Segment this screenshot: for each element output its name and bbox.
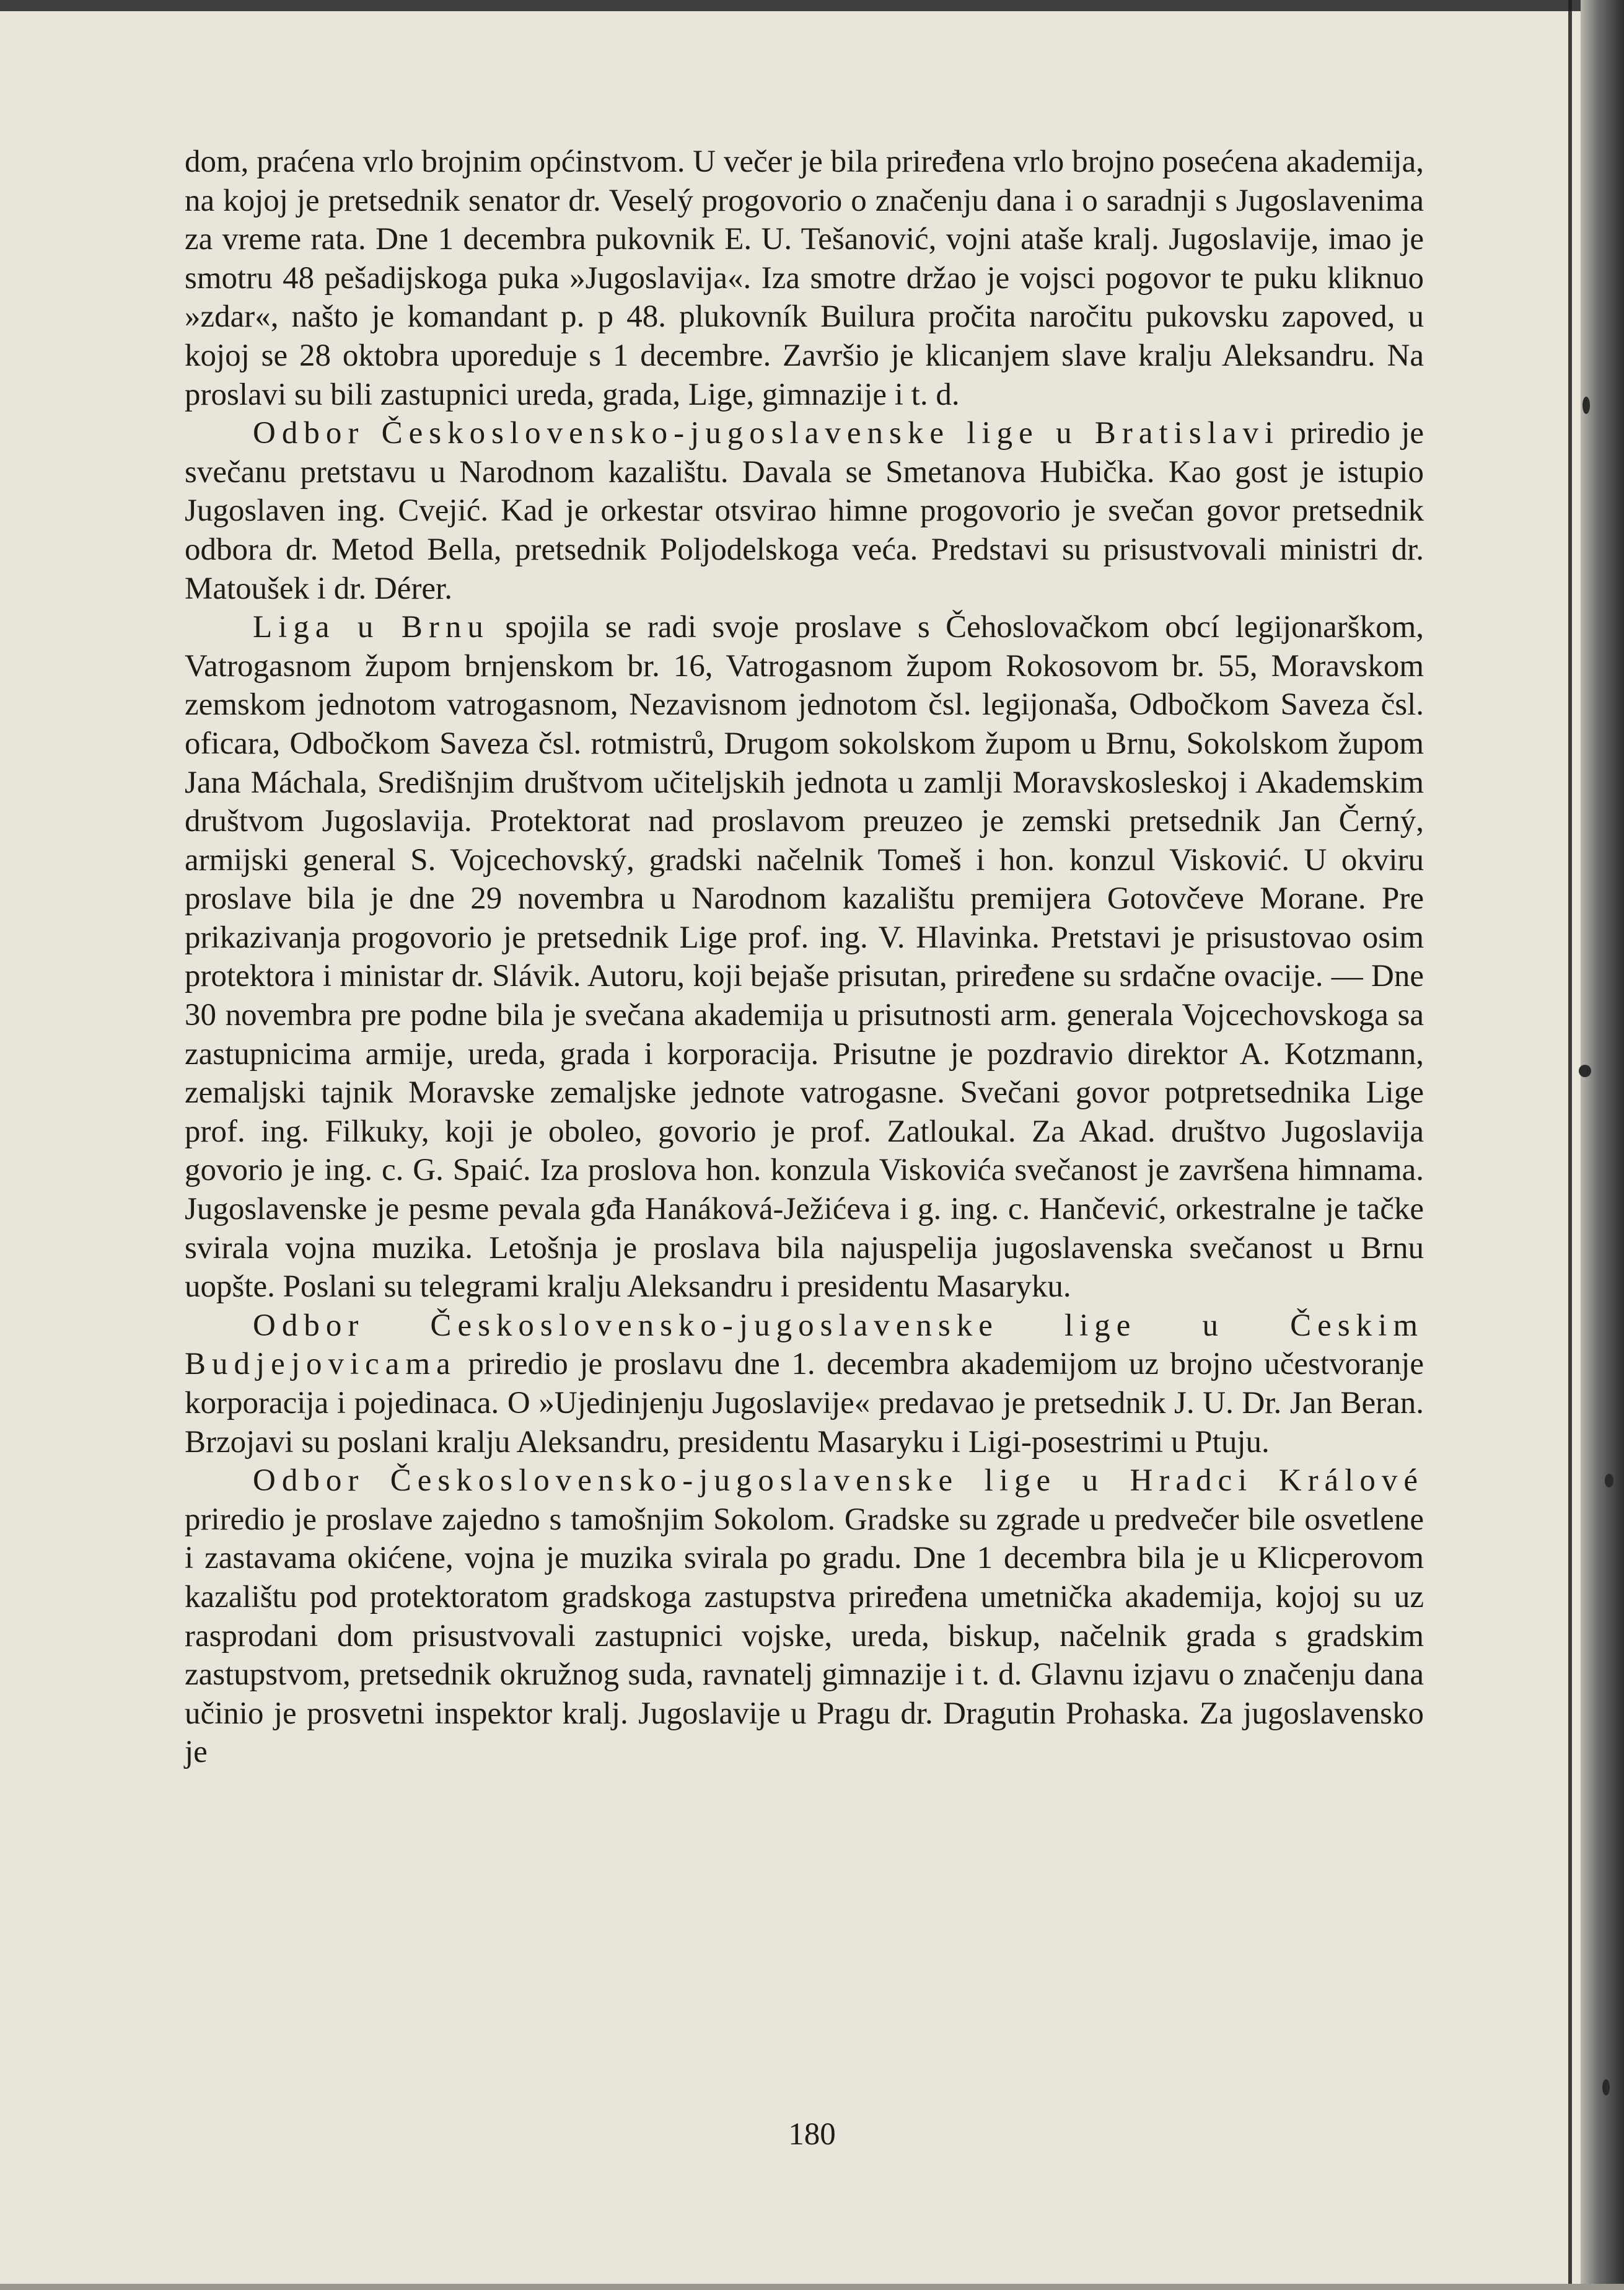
scan-top-border — [0, 0, 1624, 11]
scan-mark — [1582, 397, 1590, 414]
paragraph — [185, 143, 1424, 414]
paragraph-lead: Odbor Československo-jugoslavenske lige u Českim Budjejovicama — [185, 1308, 1424, 1382]
scan-bottom-border — [0, 2284, 1624, 2290]
scan-mark — [1605, 1474, 1613, 1487]
scan-right-border — [1581, 0, 1624, 2290]
paragraph — [185, 414, 1424, 608]
paragraph-lead: Odbor Československo-jugoslavenske lige u Hradci Králové — [253, 1463, 1424, 1499]
body-text — [185, 143, 1424, 1772]
paragraph-text: spojila se radi svoje proslave s Čehoslovačkom obcí legijonarškom, Vatrogasnom župom brnjenskom br. 16, Vatrogasnom župom Rokosovom br. 55, Moravskom zemskom jednotom vatrogasnom, Nezavisnom jednotom čsl. legijonaša, Odbočkom Saveza čsl. oficara, Odbočkom Saveza čsl. rotmistrů, Drugom sokolskom župom u Brnu, Sokolskom župom Jana Máchala, Središnjim društvom učiteljskih jednota u zamlji Moravskosleskoj i Akademskim društvom Jugoslavija. Protektorat nad proslavom preuzeo je zemski pretsednik Jan Černý, armijski general S. Vojcechovský, gradski načelnik Tomeš i hon. konzul Visković. U okviru proslave bila je dne 29 novembra u Narodnom kazalištu premijera Gotovčeve Morane. Pre prikazivanja progovorio je pretsednik Lige prof. ing. V. Hlavinka. Pretstavi je prisustovao osim protektora i ministar dr. Slávik. Autoru, koji bejaše prisutan, priređene su srdačne ovacije. — Dne 30 novembra pre podne bila je svečana akademija u prisutnosti arm. generala Vojcechovskoga sa zastupnicima armije, ureda, grada i korporacija. Prisutne je pozdravio direktor A. Kotzmann, zemaljski tajnik Moravske zemaljske jednote vatrogasne. Svečani govor potpretsednika Lige prof. ing. Filkuky, koji je oboleo, govorio je prof. Zatloukal. Za Akad. društvo Jugoslavija govorio je ing. c. G. Spaić. Iza proslova hon. konzula Viskovića svečanost je završena himnama. Jugoslavenske je pesme pevala gđa Hanáková-Ježićeva i g. ing. c. Hančević, orkestralne je tačke svirala vojna muzika. Letošnja je proslava bila najuspelija jugoslavenska svečanost u Brnu uopšte. Poslani su telegrami kralju Aleksandru i presidentu Masaryku. — [185, 610, 1424, 1305]
paragraph — [185, 1461, 1424, 1772]
paragraph-text: priredio je proslave zajedno s tamošnjim Sokolom. Gradske su zgrade u predvečer bile osvetlene i zastavama okićene, vojna je muzika svirala po gradu. Dne 1 decembra bila je u Klicperovom kazalištu pod protektoratom gradskoga zastupstva priređena umetnička akademija, kojoj su uz rasprodani dom prisustvovali zastupnici vojske, ureda, biskup, načelnik grada s gradskim zastupstvom, pretsednik okružnog suda, ravnatelj gimnazije i t. d. Glavnu izjavu o značenju dana učinio je prosvetni inspektor kralj. Jugoslavije u Pragu dr. Dragutin Prohaska. Za jugoslavensko je — [185, 1502, 1424, 1770]
paragraph — [185, 1306, 1424, 1461]
paragraph — [185, 608, 1424, 1306]
scan-mark — [1602, 2079, 1610, 2095]
scan-mark — [1579, 1065, 1591, 1077]
page-edge-line — [1568, 0, 1572, 2290]
paragraph-text: priredio je svečanu pretstavu u Narodnom kazalištu. Davala se Smetanova Hubička. Kao gost je istupio Jugoslaven ing. Cvejić. Kad je orkestar otsvirao himne progovorio je svečan govor pretsednik odbora dr. Metod Bella, pretsednik Poljodelskoga veća. Predstavi su prisustvovali ministri dr. Matoušek i dr. Dérer. — [185, 416, 1424, 606]
paragraph-lead: Odbor Československo-jugoslavenske lige u Bratislavi — [253, 416, 1280, 451]
document-page — [185, 143, 1424, 1772]
paragraph-text: priredio je proslavu dne 1. decembra akademijom uz brojno učestvoranje korporacija i pojedinaca. O »Ujedinjenju Jugoslavije« predavao je pretsednik J. U. Dr. Jan Beran. Brzojavi su poslani kralju Aleksandru, presidentu Masaryku i Ligi-posestrimi u Ptuju. — [185, 1347, 1424, 1460]
page-number: 180 — [788, 2117, 836, 2152]
paragraph-lead: Liga u Brnu — [253, 610, 489, 645]
paragraph-text: dom, praćena vrlo brojnim općinstvom. U večer je bila priređena vrlo brojno posećena akademija, na kojoj je pretsednik senator dr. Veselý progovorio o značenju dana i o saradnji s Jugoslavenima za vreme rata. Dne 1 decembra pukovnik E. U. Tešanović, vojni ataše kralj. Jugoslavije, imao je smotru 48 pešadijskoga puka »Jugoslavija«. Iza smotre držao je vojsci pogovor te puku kliknuo »zdar«, našto je komandant p. p 48. plukovník Builura pročita naročitu pukovsku zapoved, u kojoj se 28 oktobra uporeduje s 1 decembre. Završio je klicanjem slave kralju Aleksandru. Na proslavi su bili zastupnici ureda, grada, Lige, gimnazije i t. d. — [185, 144, 1424, 412]
